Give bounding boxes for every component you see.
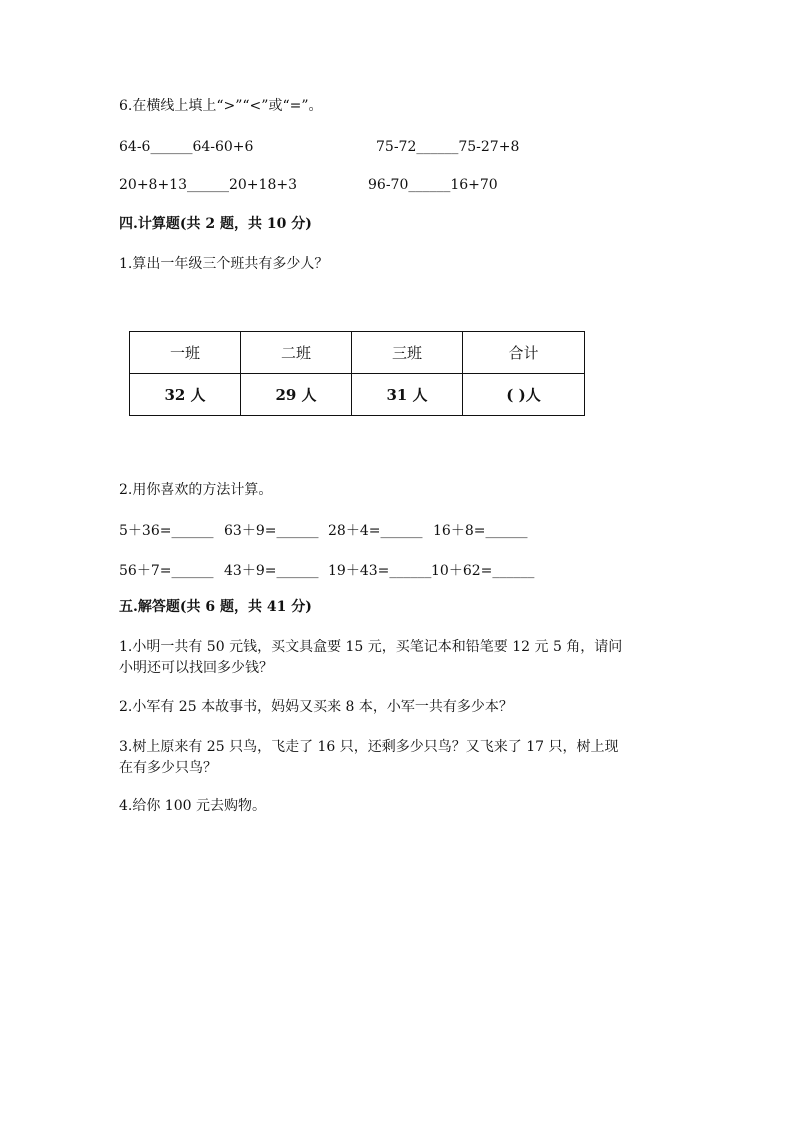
compare-row-2-right: 96-70______16+70 <box>368 177 498 193</box>
calc-row-1-item: 28＋4=______ <box>328 523 423 539</box>
calc-row-1-item: 16＋8=______ <box>433 523 528 539</box>
calc-row-2-item: 19＋43=______ <box>328 563 432 579</box>
table-header-row <box>130 332 585 374</box>
calc-row-2-item: 10＋62=______ <box>431 563 535 579</box>
word-problem-1-line-2: 小明还可以找回多少钱？ <box>119 660 273 676</box>
calc-row-1-item: 63＋9=______ <box>224 523 319 539</box>
table-header-cell: 合计 <box>463 332 585 374</box>
table-row <box>130 374 585 416</box>
compare-row-1-left: 64-6______64-60+6 <box>119 139 254 155</box>
calc-question-1-title: 1.算出一年级三个班共有多少人？ <box>119 256 329 272</box>
question-6-title: 6.在横线上填上“>”“<”或“=”。 <box>119 98 323 114</box>
word-problem-4: 4.给你 100 元去购物。 <box>119 798 266 814</box>
word-problem-3-line-2: 在有多少只鸟？ <box>119 760 217 776</box>
calc-row-1-item: 5＋36=______ <box>119 523 214 539</box>
calc-row-2-item: 56＋7=______ <box>119 563 214 579</box>
calc-question-2-title: 2.用你喜欢的方法计算。 <box>119 482 273 498</box>
table-cell: ( )人 <box>463 374 585 416</box>
class-count-table <box>129 331 585 416</box>
compare-row-2-left: 20+8+13______20+18+3 <box>119 177 297 193</box>
table-header-cell: 一班 <box>130 332 241 374</box>
compare-row-1-right: 75-72______75-27+8 <box>376 139 520 155</box>
table-header-cell: 二班 <box>241 332 352 374</box>
word-problem-2: 2.小军有 25 本故事书，妈妈又买来 8 本，小军一共有多少本？ <box>119 699 513 715</box>
word-problem-3-line-1: 3.树上原来有 25 只鸟，飞走了 16 只，还剩多少只鸟？又飞来了 17 只，树上现 <box>119 739 619 755</box>
calc-row-2-item: 43＋9=______ <box>224 563 319 579</box>
section-4-heading: 四.计算题(共 2 题，共 10 分) <box>119 216 312 232</box>
word-problem-1-line-1: 1.小明一共有 50 元钱，买文具盒要 15 元，买笔记本和铅笔要 12 元 5 角，请问 <box>119 639 623 655</box>
section-5-heading: 五.解答题(共 6 题，共 41 分) <box>119 599 312 615</box>
table-cell: 32 人 <box>130 374 241 416</box>
table-cell: 31 人 <box>352 374 463 416</box>
table-header-cell: 三班 <box>352 332 463 374</box>
table-cell: 29 人 <box>241 374 352 416</box>
